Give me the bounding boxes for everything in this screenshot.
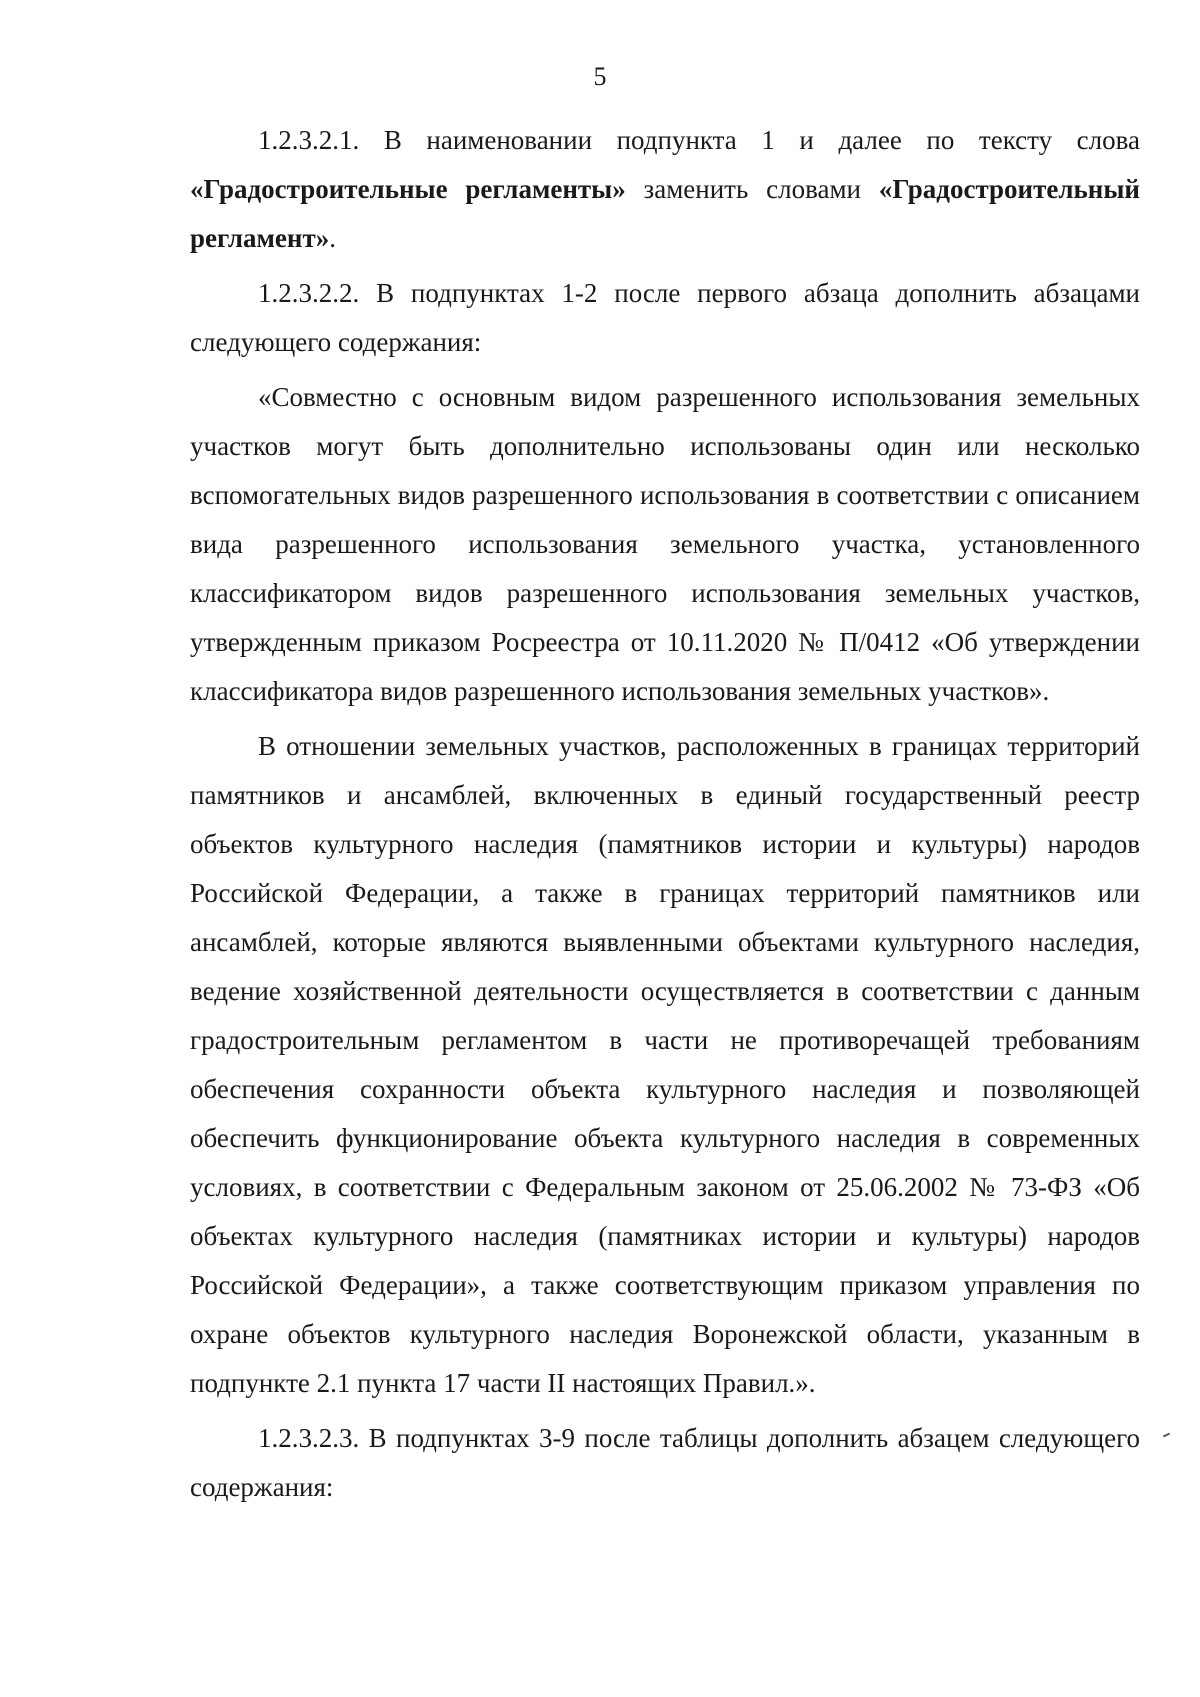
bold-term-regulation-singular: «Градостроительный регламент» (190, 174, 1140, 253)
paragraph-1-2-3-2-1 (190, 116, 1140, 263)
paragraph-1-2-3-2-3: 1.2.3.2.3. В подпунктах 3-9 после таблицы дополнить абзацем следующего содержания: (190, 1423, 1140, 1502)
paragraph-1-mid: заменить словами (625, 174, 879, 204)
bold-term-regulations-plural: «Градостроительные регламенты» (190, 174, 626, 204)
paragraph-1-tail: . (329, 223, 336, 253)
document-body (190, 116, 1140, 1518)
paragraph-cultural-heritage: В отношении земельных участков, расположенных в границах территорий памятников и ансамблей, включенных в единый государственный реестр объектов культурного наследия (памятников истории и культуры) народов Российской Федерации, а также в границах территорий памятников или ансамблей, которые являются выявленными объектами культурного наследия, ведение хозяйственной деятельности осуществляется в соответствии с данным градостроительным регламентом в части не противоречащей требованиям обеспечения сохранности объекта культурного наследия и позволяющей обеспечить функционирование объекта культурного наследия в современных условиях, в соответствии с Федеральным законом от 25.06.2002 № 73-ФЗ «Об объектах культурного наследия (памятниках истории и культуры) народов Российской Федерации», а также соответствующим приказом управления по охране объектов культурного наследия Воронежской области, указанным в подпункте 2.1 пункта 17 части II настоящих Правил.». (190, 731, 1140, 1398)
page-number: 5 (593, 62, 607, 91)
scan-artifact-mark (1163, 1433, 1170, 1438)
paragraph-1-lead: 1.2.3.2.1. В наименовании подпункта 1 и далее по тексту слова (258, 125, 1140, 155)
paragraph-1-2-3-2-2: 1.2.3.2.2. В подпунктах 1-2 после первого абзаца дополнить абзацами следующего содержания: (190, 278, 1140, 357)
paragraph-quoted-auxiliary-use: «Совместно с основным видом разрешенного использования земельных участков могут быть дополнительно использованы один или несколько вспомогательных видов разрешенного использования в соответствии с описанием вида разрешенного использования земельного участка, установленного классификатором видов разрешенного использования земельных участков, утвержденным приказом Росреестра от 10.11.2020 № П/0412 «Об утверждении классификатора видов разрешенного использования земельных участков». (190, 382, 1140, 706)
